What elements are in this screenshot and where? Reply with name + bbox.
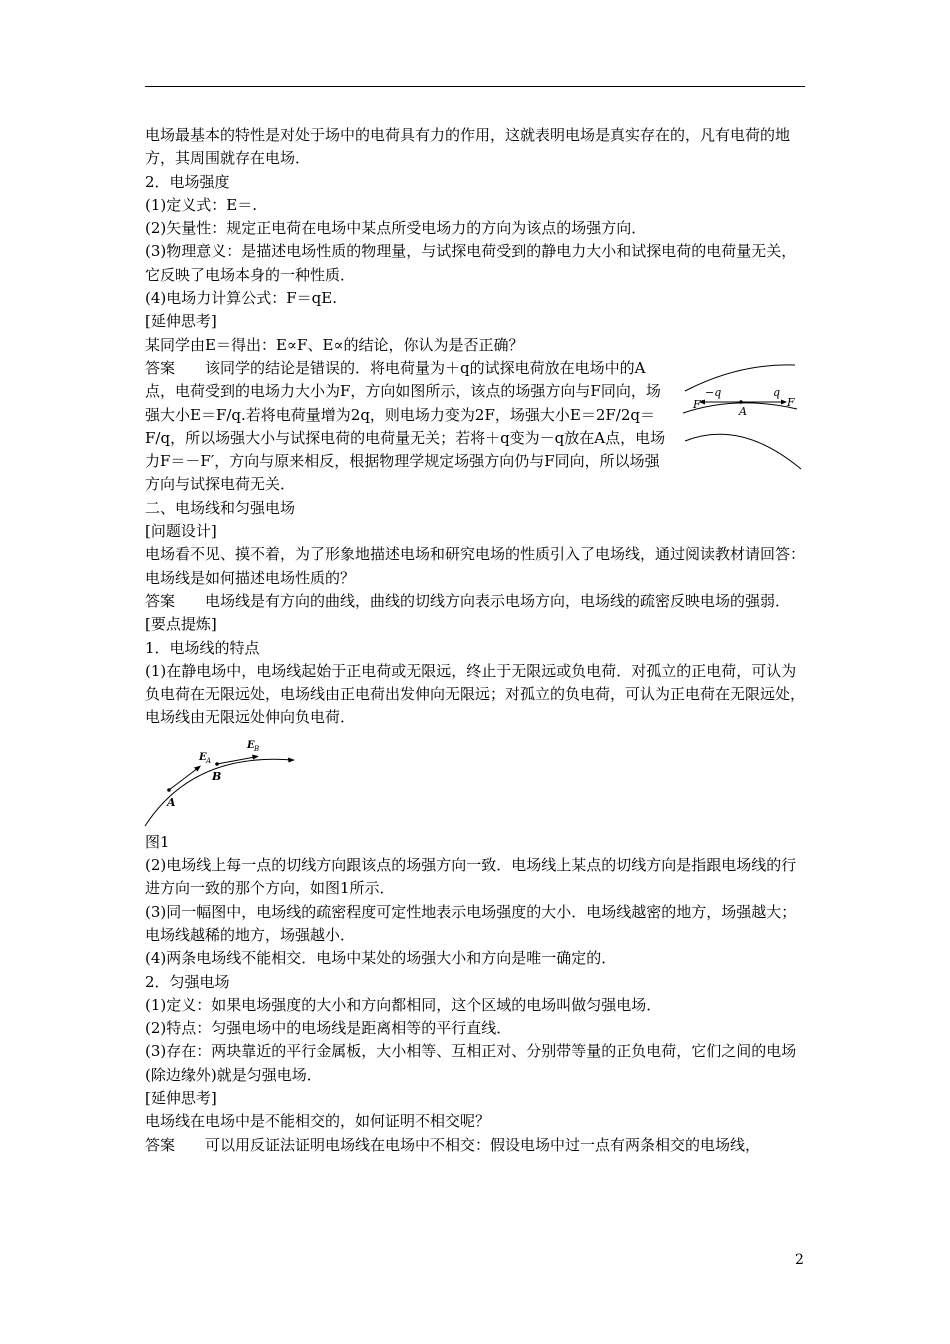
label-ea-sub: A bbox=[206, 756, 212, 765]
label-point-a: A bbox=[739, 404, 747, 418]
figure-caption: 图1 bbox=[145, 832, 170, 851]
answer-text: 电场线是有方向的曲线，曲线的切线方向表示电场方向，电场线的疏密反映电场的强弱． bbox=[205, 591, 791, 610]
label-f-prime: F′ bbox=[693, 397, 704, 411]
paragraph: (1)定义：如果电场强度的大小和方向都相同，这个区域的电场叫做匀强电场． bbox=[145, 995, 662, 1014]
paragraph: 电场最基本的特性是对处于场中的电荷具有力的作用，这就表明电场是真实存在的，凡有电荷的地方，其周围就存在电场． bbox=[145, 126, 791, 168]
paragraph: (1)定义式：E＝. bbox=[145, 195, 257, 214]
tangent-figure bbox=[143, 734, 303, 829]
paragraph: (2)电场线上每一点的切线方向跟该点的场强方向一致．电场线上某点的切线方向是指跟电场线的行进方向一致的那个方向，如图1所示． bbox=[145, 856, 797, 898]
paragraph: (4)两条电场线不能相交．电场中某处的场强大小和方向是唯一确定的． bbox=[145, 949, 617, 968]
paragraph: (3)物理意义：是描述电场性质的物理量，与试探电荷受到的静电力大小和试探电荷的电荷量无关，它反映了电场本身的一种性质． bbox=[145, 242, 797, 284]
answer-text: 该同学的结论是错误的．将电荷量为＋q的试探电荷放在电场中的A点，电荷受到的电场力大小为F，方向如图所示，该点的场强方向与F同向，场强大小E＝F/q.若将电荷量增为2q，则电场力变为2F，场强大小E＝2F/2q＝F/q，所以场强大小与试探电荷的电荷量无关；若将＋q变为－q放在A点，电场力F＝－F′，方向与原来相反，根据物理学规定场强方向仍与F同向，所以场强方向与试探电荷无关． bbox=[145, 358, 666, 494]
page-number: 2 bbox=[795, 1252, 804, 1268]
bracket-heading: [要点提炼] bbox=[145, 615, 217, 634]
answer-text: 可以用反证法证明电场线在电场中不相交：假设电场中过一点有两条相交的电场线， bbox=[205, 1135, 761, 1154]
answer-paragraph bbox=[145, 590, 807, 613]
section-heading: 2．匀强电场 bbox=[145, 972, 230, 991]
paragraph: (1)在静电场中，电场线起始于正电荷或无限远，终止于无限远或负电荷．对孤立的正电荷，可认为负电荷在无限远处，电场线由正电荷出发伸向无限远；对孤立的负电荷，可认为正电荷在无限远处，电场线由无限远处伸向负电荷． bbox=[145, 661, 806, 727]
question: 电场线在电场中是不能相交的，如何证明不相交呢？ bbox=[145, 1112, 491, 1131]
answer-paragraph bbox=[145, 357, 670, 497]
bracket-heading: [延伸思考] bbox=[145, 312, 217, 331]
answer-label: 答案 bbox=[145, 1135, 176, 1154]
section-heading: 二、电场线和匀强电场 bbox=[145, 498, 296, 517]
label-eb-sub: B bbox=[254, 744, 260, 753]
page-content bbox=[145, 124, 807, 1157]
answer-label: 答案 bbox=[145, 358, 176, 377]
label-b: B bbox=[212, 769, 222, 783]
answer-with-figure bbox=[145, 357, 807, 497]
label-a: A bbox=[167, 795, 176, 809]
answer-label: 答案 bbox=[145, 591, 176, 610]
header-rule bbox=[145, 86, 805, 87]
label-ea: E bbox=[199, 751, 207, 763]
label-q: q bbox=[773, 385, 781, 399]
field-line-figure bbox=[677, 357, 807, 477]
section-heading: 2．电场强度 bbox=[145, 172, 230, 191]
label-f: F bbox=[787, 395, 795, 409]
paragraph: (3)同一幅图中，电场线的疏密程度可定性地表示电场强度的大小．电场线越密的地方，场强越大；电场线越稀的地方，场强越小． bbox=[145, 902, 797, 944]
paragraph: (2)矢量性：规定正电荷在电场中某点所受电场力的方向为该点的场强方向． bbox=[145, 219, 647, 238]
question: 电场看不见、摸不着，为了形象地描述电场和研究电场的性质引入了电场线，通过阅读教材请回答：电场线是如何描述电场性质的？ bbox=[145, 545, 806, 587]
label-eb: E bbox=[247, 739, 255, 751]
bracket-heading: [延伸思考] bbox=[145, 1088, 217, 1107]
answer-paragraph bbox=[145, 1134, 807, 1157]
paragraph: (4)电场力计算公式：F＝qE. bbox=[145, 289, 337, 308]
bracket-heading: [问题设计] bbox=[145, 522, 217, 541]
paragraph: (3)存在：两块靠近的平行金属板，大小相等、互相正对、分别带等量的正负电荷，它们之间的电场(除边缘外)就是匀强电场． bbox=[145, 1042, 797, 1084]
question: 某同学由E＝得出：E∝F、E∝的结论，你认为是否正确？ bbox=[145, 335, 524, 354]
label-neg-q: −q bbox=[705, 385, 722, 399]
section-heading: 1．电场线的特点 bbox=[145, 638, 260, 657]
paragraph: (2)特点：匀强电场中的电场线是距离相等的平行直线． bbox=[145, 1019, 512, 1038]
